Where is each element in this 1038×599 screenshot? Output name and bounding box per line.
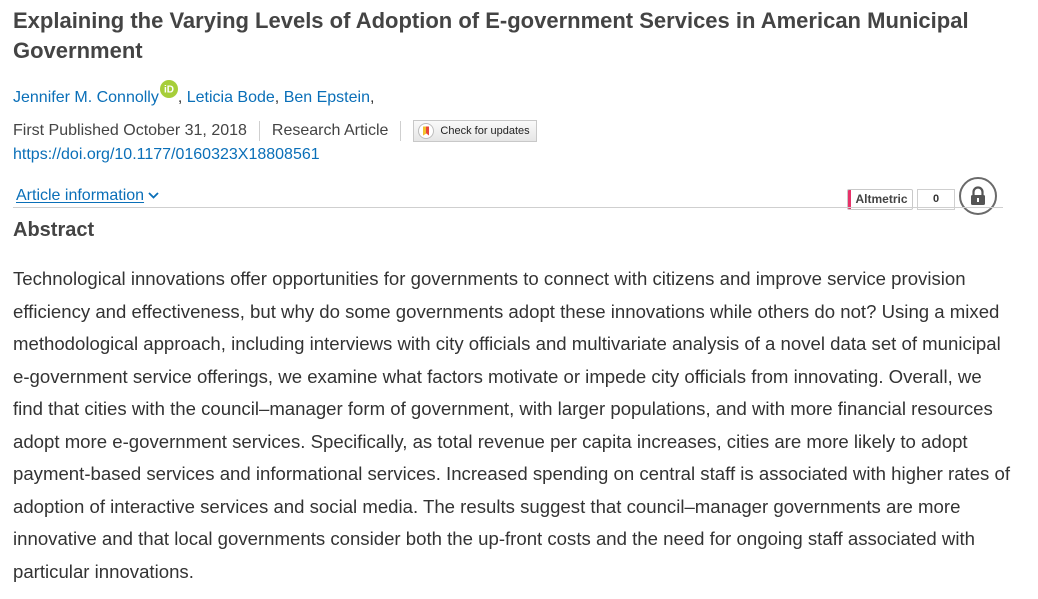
abstract-text: Technological innovations offer opportunities for governments to connect with citizens and improve service provision efficiency and effectiveness, but why do some governments adopt these innovations while others do not? Using a mixed methodological approach, including interviews with city officials and multivariate analysis of a novel data set of municipal e-government service offerings, we examine what factors motivate or impede city officials from innovating. Overall, we find that cities with the council–manager form of government, with larger populations, and with more financial resources adopt more e-government services. Specifically, as total revenue per capita increases, cities are more likely to adopt payment-based services and informational services. Increased spending on central staff is associated with higher rates of adoption of interactive services and social media. The results suggest that council–manager governments are more innovative and that local governments consider both the up-front costs and the need for ongoing staff associated with particular innovations. <box>13 268 1011 582</box>
check-for-updates-label: Check for updates <box>440 125 530 137</box>
article-page <box>13 6 1011 582</box>
doi-row <box>13 145 1003 165</box>
altmetric-badge[interactable]: Altmetric <box>847 189 913 210</box>
meta-divider <box>400 121 401 141</box>
crossmark-icon <box>418 123 434 139</box>
access-lock-button[interactable] <box>959 177 997 215</box>
check-for-updates-button[interactable] <box>413 120 536 142</box>
author-link-connolly[interactable]: Jennifer M. Connolly <box>13 89 159 106</box>
meta-divider <box>259 121 260 141</box>
publication-meta <box>13 120 1003 142</box>
author-link-bode[interactable]: Leticia Bode <box>186 89 275 106</box>
author-list: Jennifer M. Connolly iD , Leticia Bode, Ben Epstein, <box>13 80 1003 109</box>
doi-link[interactable]: https://doi.org/10.1177/0160323X18808561 <box>13 146 320 163</box>
lock-icon <box>970 186 986 206</box>
author-link-epstein[interactable]: Ben Epstein <box>283 89 370 106</box>
section-divider <box>13 207 1003 208</box>
article-information-toggle[interactable] <box>16 185 159 207</box>
article-type: Research Article <box>271 122 389 139</box>
article-info-row <box>13 185 1003 209</box>
article-title: Explaining the Varying Levels of Adoption of E-government Services in American Municipal Government <box>13 8 969 63</box>
abstract-heading: Abstract <box>13 219 95 241</box>
orcid-icon-text: iD <box>163 84 174 96</box>
altmetric-score[interactable]: 0 <box>917 189 955 210</box>
altmetric-widget <box>847 183 997 215</box>
first-published-date: First Published October 31, 2018 <box>13 122 247 139</box>
chevron-down-icon <box>148 192 159 199</box>
orcid-icon[interactable] <box>160 80 178 98</box>
article-information-label: Article information <box>16 187 145 204</box>
